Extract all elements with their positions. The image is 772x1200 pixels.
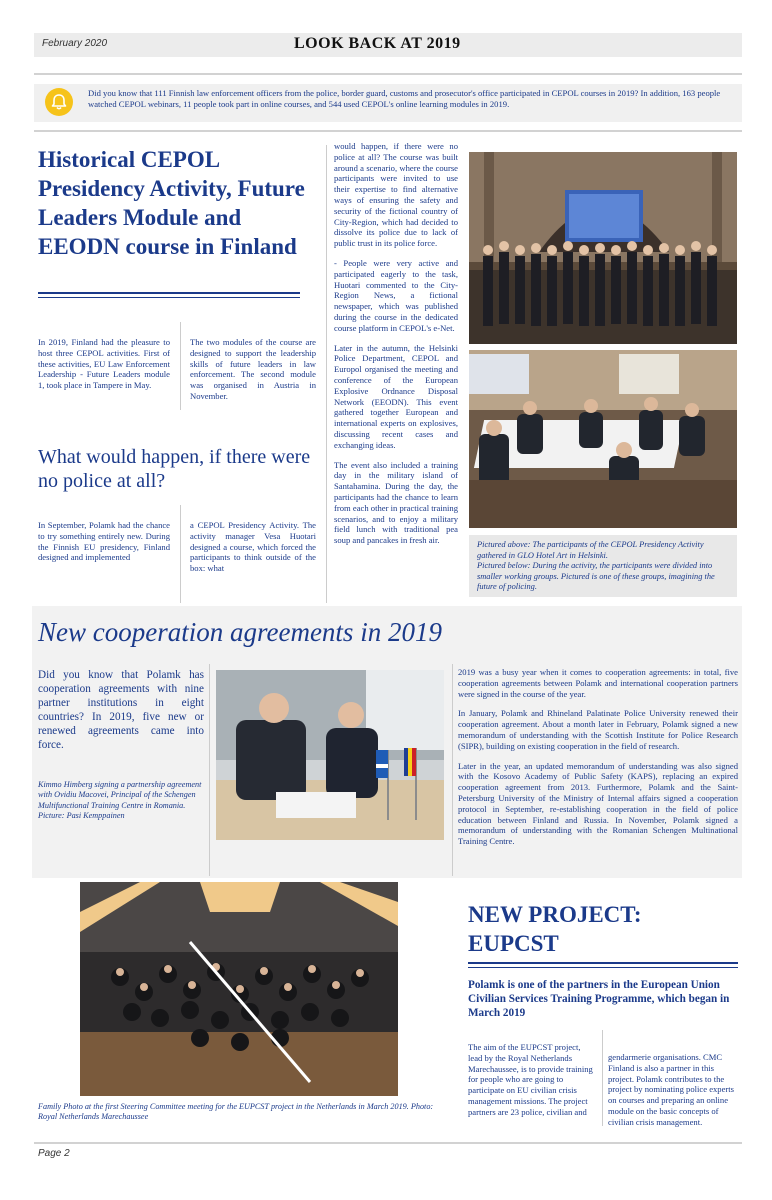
photo-caption: Pictured above: The participants of the CEPOL Presidency Activity gathered in GLO Hotel Art in Helsinki. Pictured below: During the activity, the participants were divided into smaller working groups. Pictured is one of these groups, imagining the future of policing. bbox=[477, 540, 715, 591]
paragraph: - People were very active and participated eagerly to the task, Huotari commented to the City-Region News, a fictional newspaper, which was published during the course in the dedicated course platform in CEPOL's e-Net. bbox=[334, 257, 458, 333]
working-group-photo bbox=[469, 350, 737, 528]
page-number: Page 2 bbox=[38, 1148, 70, 1159]
column-divider bbox=[326, 145, 327, 603]
paragraph: 2019 was a busy year when it comes to cooperation agreements: in total, five cooperation agreements between Polamk and international cooperation partners were signed in the course of the year. bbox=[458, 667, 738, 699]
article-subheading: What would happen, if there were no police at all? bbox=[38, 446, 311, 492]
photo-caption-box bbox=[469, 535, 737, 597]
article-column: gendarmerie organisations. CMC Finland is also a partner in this project. Polamk contributes to the project by nominating police experts on courses and preparing an online module on the basic concepts of civilian crisis management. bbox=[608, 1052, 735, 1127]
divider bbox=[34, 73, 742, 75]
notice-text: Did you know that 111 Finnish law enforcement officers from the police, border guard, customs and prosecutor's office participated in CEPOL courses in 2019? In addition, 163 people watched CEPOL webinars, 11 people took part in online courses, and 544 used CEPOL's online learning modules in 2019. bbox=[88, 88, 721, 110]
paragraph: Later in the year, an updated memorandum of understanding was also signed with the Kosovo Academy of Public Safety (KAPS), replacing an expired cooperation agreement from 2013. Furthermore, Polamk and the Saint-Petersburg University of the Ministry of Internal affairs signed a cooperation protocol in September, re-establishing cooperation in the field of police education between Finland and Russia. In November, Polamk signed a memorandum of understanding with the Romanian Schengen Multinational Training Centre. bbox=[458, 760, 738, 847]
paragraph: The event also included a training day in the military island of Santahamina. During the day, the participants had the chance to learn from each other in practical training scenarios, and to enjoy a military field lunch with traditional pea soup and pancakes in fresh air. bbox=[334, 459, 458, 546]
column-divider bbox=[602, 1030, 603, 1126]
did-you-know-box bbox=[34, 84, 742, 122]
issue-date: February 2020 bbox=[42, 38, 108, 49]
column-divider bbox=[180, 322, 181, 410]
article-column bbox=[334, 141, 458, 546]
article-column: The two modules of the course are designed to support the leadership skills of future leaders in law enforcement. The second module was organised in Austria in November. bbox=[190, 337, 316, 401]
column-divider bbox=[209, 664, 210, 876]
title-underline bbox=[38, 292, 300, 298]
section-title: New cooperation agreements in 2019 bbox=[38, 617, 442, 647]
project-lead: Polamk is one of the partners in the European Union Civilian Services Training Programme, which began in March 2019 bbox=[468, 979, 730, 1019]
intro-text: Did you know that Polamk has cooperation agreements with nine partner institutions in eight countries? In 2019, five new or renewed agreements came into force. bbox=[38, 669, 204, 751]
paragraph: would happen, if there were no police at all? The course was built around a scenario, where the course participants were invited to use their expertise to find alternative ways of ensuring the safety and security of the fictional country of City-Region, which had decided to dissolve its police due to lack of public trust in its police force. bbox=[334, 141, 458, 249]
group-photo-helsinki bbox=[469, 152, 737, 344]
article-title: Historical CEPOL Presidency Activity, Future Leaders Module and EEODN course in Finland bbox=[38, 147, 305, 259]
header-bar bbox=[34, 33, 742, 57]
page-heading: LOOK BACK AT 2019 bbox=[294, 35, 461, 52]
paragraph: In January, Polamk and Rhineland Palatinate Police University renewed their cooperation agreement. About a month later in February, Polamk signed a new memorandum of understanding with the Scottish Institute for Police Research (SIPR), building on existing cooperation in the field of research. bbox=[458, 708, 738, 751]
title-underline bbox=[468, 962, 738, 968]
signing-photo bbox=[216, 670, 444, 840]
column-divider bbox=[452, 664, 453, 876]
paragraph: Later in the autumn, the Helsinki Police Department, CEPOL and Europol organised the meeting and conference of the European Explosive Ordnance Disposal Network (EEODN). This event gathered together European and international experts on explosives, discussing recent cases and exchanging ideas. bbox=[334, 342, 458, 450]
photo-caption: Kimmo Himberg signing a partnership agreement with Ovidiu Macovei, Principal of the Schengen Multifunctional Training Centre in Romania. Picture: Pasi Kemppainen bbox=[38, 780, 202, 821]
project-title: NEW PROJECT: EUPCST bbox=[468, 902, 642, 956]
footer-divider bbox=[34, 1142, 742, 1144]
article-column: The aim of the EUPCST project, lead by the Royal Netherlands Marechaussee, is to provide training for people who are going to participate on EU civilian crisis management missions. The project partners are 23 police, civilian and bbox=[468, 1042, 593, 1117]
column-divider bbox=[180, 505, 181, 603]
article-column: a CEPOL Presidency Activity. The activity manager Vesa Huotari designed a course, which forced the participants to think outside of the box: what bbox=[190, 520, 316, 574]
bell-icon bbox=[45, 88, 73, 116]
photo-caption: Family Photo at the first Steering Committee meeting for the EUPCST project in the Netherlands in March 2019. Photo: Royal Netherlands Marechaussee bbox=[38, 1102, 434, 1122]
article-column: In September, Polamk had the chance to try something entirely new. During the Finnish EU presidency, Finland designed and implemented bbox=[38, 520, 170, 563]
article-column bbox=[458, 667, 738, 847]
divider bbox=[34, 130, 742, 132]
article-column: In 2019, Finland had the pleasure to host three CEPOL activities. First of these activities, EU Law Enforcement Leadership - Future Leaders module 1, took place in Tampere in May. bbox=[38, 337, 170, 391]
family-photo bbox=[80, 882, 398, 1096]
